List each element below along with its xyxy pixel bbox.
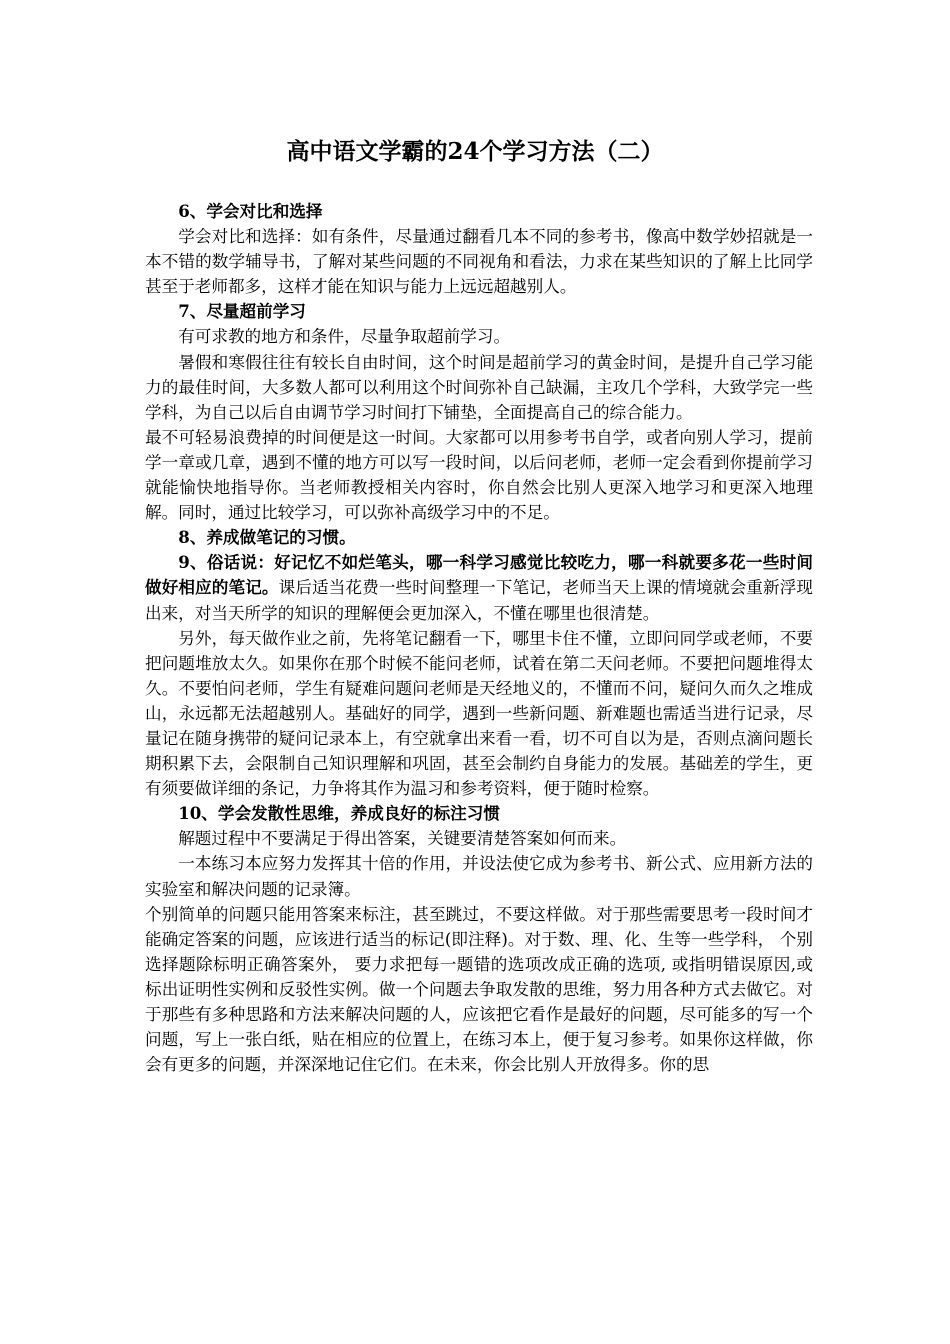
section-9-paragraph-1 <box>145 550 813 625</box>
section-10-paragraph-3: 个别简单的问题只能用答案来标注，甚至跳过，不要这样做。对于那些需要思考一段时间才能确定答案的问题，应该进行适当的标记(即注释)。对于数、理、化、生等一些学科， 个别选择题除标明正确答案外， 要力求把每一题错的选项改成正确的选项, 或指明错误原因,或标出证明性实例和反驳性实例。做一个问题去争取发散的思维，努力用各种方式去做它。对于那些有多种思路和方法来解决问题的人，应该把它看作是最好的问题，尽可能多的写一个问题，写上一张白纸，贴在相应的位置上，在练习本上，便于复习参考。如果你这样做，你会有更多的问题，并深深地记住它们。在未来，你会比别人开放得多。你的思 <box>145 904 813 1075</box>
section-7-paragraph-2: 暑假和寒假往往有较长自由时间，这个时间是超前学习的黄金时间，是提升自己学习能力的最佳时间，大多数人都可以利用这个时间弥补自己缺漏，主攻几个学科，大致学完一些学科，为自己以后自由调节学习时间打下铺垫，全面提高自己的综合能力。 <box>145 352 813 422</box>
page-title: 高中语文学霸的24个学习方法（二） <box>286 138 664 165</box>
section-7-heading: 7、尽量超前学习 <box>178 301 306 322</box>
section-10-paragraph-1: 解题过程中不要满足于得出答案，关键要清楚答案如何而来。 <box>178 829 627 849</box>
section-6-paragraph-1: 学会对比和选择：如有条件，尽量通过翻看几本不同的参考书，像高中数学妙招就是一本不错的数学辅导书，了解对某些问题的不同视角和看法，力求在某些知识的了解上比同学甚至于老师都多，这样才能在知识与能力上远远超越别人。 <box>145 227 813 297</box>
section-9-paragraph-1-text: 课后适当花费一些时间整理一下笔记，老师当天上课的情境就会重新浮现出来，对当天所学的知识的理解便会更加深入，不懂在哪里也很清楚。 <box>145 578 814 623</box>
section-9-heading: 9、俗话说：好记忆不如烂笔头，哪一科学习感觉比较吃力，哪一科就要多花一些时间做好相应的笔记。 <box>145 552 813 598</box>
section-7-paragraph-1: 有可求教的地方和条件，尽量争取超前学习。 <box>178 327 511 347</box>
section-6-heading: 6、学会对比和选择 <box>178 201 323 221</box>
document-body <box>145 199 813 1077</box>
section-10-paragraph-2: 一本练习本应努力发挥其十倍的作用，并设法使它成为参考书、新公式、应用新方法的实验室和解决问题的记录簿。 <box>145 854 813 899</box>
section-7-paragraph-3: 最不可轻易浪费掉的时间便是这一时间。大家都可以用参考书自学，或者向别人学习，提前学一章或几章，遇到不懂的地方可以写一段时间，以后问老师，老师一定会看到你提前学习就能愉快地指导你。当老师教授相关内容时，你自然会比别人更深入地学习和更深入地理解。同时，通过比较学习，可以弥补高级学习中的不足。 <box>145 427 813 523</box>
section-9-paragraph-2: 另外，每天做作业之前，先将笔记翻看一下，哪里卡住不懂，立即问同学或老师，不要把问题堆放太久。如果你在那个时候不能问老师，试着在第二天问老师。不要把问题堆得太久。不要怕问老师，学生有疑难问题问老师是天经地义的，不懂而不问，疑问久而久之堆成山，永远都无法超越别人。基础好的同学，遇到一些新问题、新难题也需适当进行记录，尽量记在随身携带的疑问记录本上，有空就拿出来看一看，切不可自以为是，否则点滴问题长期积累下去，会限制自己知识理解和巩固，甚至会制约自身能力的发展。基础差的学生，更有须要做详细的条记，力争将其作为温习和参考资料，便于随时检察。 <box>145 628 813 799</box>
section-10-heading: 10、学会发散性思维，养成良好的标注习惯 <box>178 803 500 824</box>
section-8-heading: 8、养成做笔记的习惯。 <box>178 527 356 548</box>
